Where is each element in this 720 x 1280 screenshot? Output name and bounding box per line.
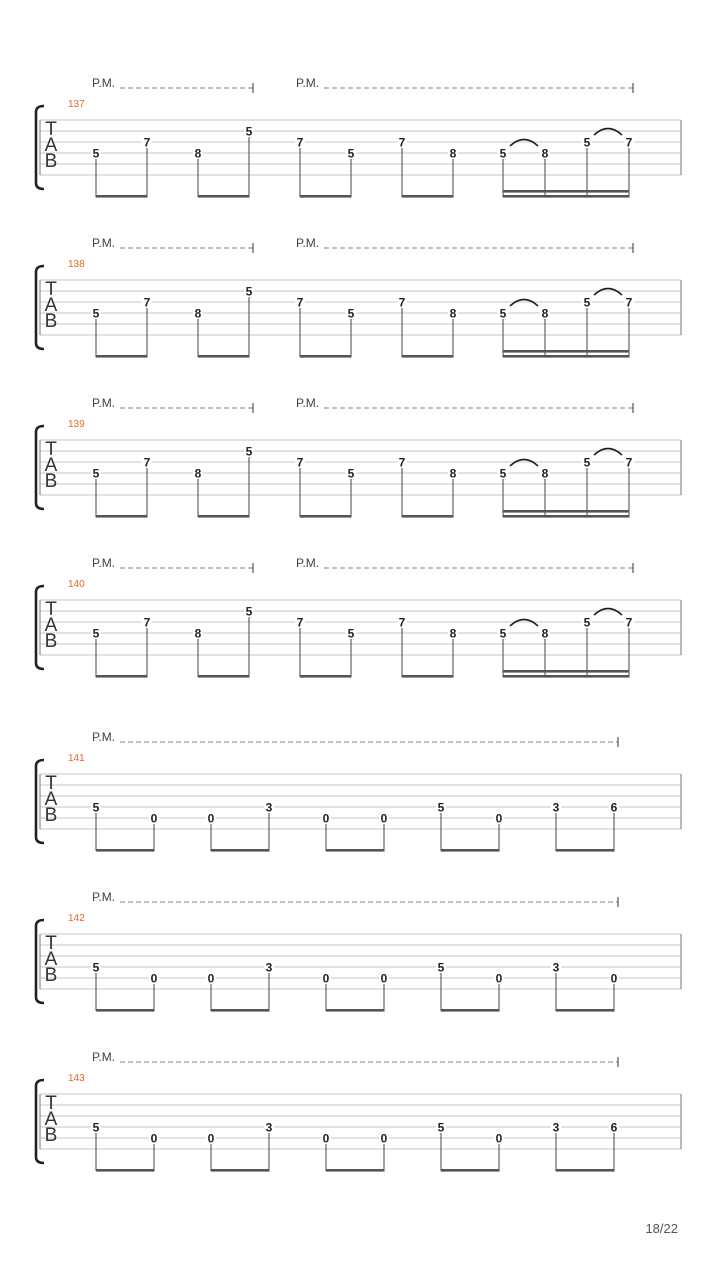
tab-system xyxy=(36,1050,681,1172)
tab-clef-letter: T xyxy=(45,599,57,620)
fret-number: 5 xyxy=(499,466,507,481)
beam xyxy=(96,1009,155,1012)
beam xyxy=(441,1009,500,1012)
tab-clef-letter: B xyxy=(44,631,58,652)
fret-number: 7 xyxy=(398,455,406,470)
fret-number: 7 xyxy=(143,295,151,310)
fret-number: 3 xyxy=(552,960,560,975)
fret-number: 0 xyxy=(380,971,388,986)
palm-mute-label: P.M. xyxy=(92,890,116,904)
fret-number: 7 xyxy=(296,615,304,630)
tab-clef-letter: T xyxy=(45,439,57,460)
beam xyxy=(402,675,454,678)
fret-number: 3 xyxy=(265,800,273,815)
palm-mute-label: P.M. xyxy=(92,76,116,90)
fret-number: 6 xyxy=(610,800,618,815)
beam xyxy=(503,190,630,193)
fret-number: 8 xyxy=(449,466,457,481)
fret-number: 5 xyxy=(347,466,355,481)
tab-clef-letter: A xyxy=(44,455,58,476)
fret-number: 7 xyxy=(625,455,633,470)
beam xyxy=(96,355,148,358)
fret-number: 5 xyxy=(583,295,591,310)
beam xyxy=(96,849,155,852)
fret-number: 7 xyxy=(398,615,406,630)
beam xyxy=(503,670,630,673)
fret-number: 3 xyxy=(552,1120,560,1135)
fret-number: 6 xyxy=(610,1120,618,1135)
tie-arc xyxy=(510,460,538,467)
fret-number: 7 xyxy=(398,135,406,150)
tie-arc xyxy=(510,140,538,147)
fret-number: 0 xyxy=(322,1131,330,1146)
beam xyxy=(326,849,385,852)
fret-number: 5 xyxy=(92,800,100,815)
measure-number: 140 xyxy=(68,579,85,590)
fret-number: 7 xyxy=(143,615,151,630)
fret-number: 5 xyxy=(92,960,100,975)
fret-number: 0 xyxy=(207,811,215,826)
beam xyxy=(211,849,270,852)
fret-number: 0 xyxy=(610,971,618,986)
fret-number: 5 xyxy=(347,146,355,161)
fret-number: 5 xyxy=(437,800,445,815)
beam xyxy=(211,1009,270,1012)
fret-number: 7 xyxy=(296,295,304,310)
fret-number: 0 xyxy=(322,811,330,826)
fret-number: 5 xyxy=(245,604,253,619)
beam xyxy=(96,675,148,678)
beam xyxy=(198,195,250,198)
palm-mute-label: P.M. xyxy=(92,1050,116,1064)
fret-number: 8 xyxy=(194,466,202,481)
tab-clef-letter: A xyxy=(44,615,58,636)
fret-number: 3 xyxy=(552,800,560,815)
tab-system xyxy=(36,730,681,852)
tab-clef-letter: A xyxy=(44,295,58,316)
tie-arc xyxy=(510,620,538,627)
beam xyxy=(198,515,250,518)
tab-clef-letter: B xyxy=(44,311,58,332)
tab-clef-letter: T xyxy=(45,1093,57,1114)
tab-clef-letter: A xyxy=(44,135,58,156)
fret-number: 7 xyxy=(625,295,633,310)
fret-number: 8 xyxy=(541,146,549,161)
fret-number: 5 xyxy=(92,306,100,321)
fret-number: 0 xyxy=(495,1131,503,1146)
fret-number: 5 xyxy=(92,626,100,641)
fret-number: 0 xyxy=(380,1131,388,1146)
fret-number: 3 xyxy=(265,960,273,975)
tab-clef-letter: B xyxy=(44,805,58,826)
palm-mute-label: P.M. xyxy=(296,556,320,570)
fret-number: 5 xyxy=(347,306,355,321)
measure-number: 143 xyxy=(68,1073,85,1084)
fret-number: 8 xyxy=(541,626,549,641)
beam xyxy=(402,355,454,358)
beam xyxy=(326,1009,385,1012)
tab-clef-letter: B xyxy=(44,471,58,492)
palm-mute-label: P.M. xyxy=(92,396,116,410)
beam xyxy=(556,1009,615,1012)
beam xyxy=(198,675,250,678)
fret-number: 0 xyxy=(495,811,503,826)
beam xyxy=(211,1169,270,1172)
beam xyxy=(441,1169,500,1172)
tab-clef-letter: B xyxy=(44,151,58,172)
fret-number: 7 xyxy=(143,135,151,150)
measure-number: 137 xyxy=(68,99,85,110)
beam xyxy=(503,195,630,198)
tab-clef-letter: T xyxy=(45,119,57,140)
tab-clef-letter: T xyxy=(45,279,57,300)
fret-number: 8 xyxy=(449,146,457,161)
beam xyxy=(326,1169,385,1172)
beam xyxy=(96,515,148,518)
palm-mute-label: P.M. xyxy=(92,556,116,570)
fret-number: 8 xyxy=(194,626,202,641)
fret-number: 5 xyxy=(437,960,445,975)
fret-number: 5 xyxy=(583,615,591,630)
measure-number: 141 xyxy=(68,753,85,764)
fret-number: 7 xyxy=(398,295,406,310)
tab-system xyxy=(36,236,681,358)
palm-mute-label: P.M. xyxy=(92,730,116,744)
tab-system xyxy=(36,396,681,518)
fret-number: 5 xyxy=(245,124,253,139)
tab-system xyxy=(36,890,681,1012)
beam xyxy=(300,355,352,358)
fret-number: 5 xyxy=(499,146,507,161)
tab-system xyxy=(36,556,681,678)
fret-number: 0 xyxy=(322,971,330,986)
fret-number: 5 xyxy=(499,626,507,641)
tab-clef-letter: B xyxy=(44,1125,58,1146)
fret-number: 8 xyxy=(194,146,202,161)
measure-number: 142 xyxy=(68,913,85,924)
fret-number: 7 xyxy=(143,455,151,470)
beam xyxy=(503,350,630,353)
tab-clef-letter: T xyxy=(45,773,57,794)
beam xyxy=(300,195,352,198)
palm-mute-label: P.M. xyxy=(296,396,320,410)
fret-number: 5 xyxy=(583,455,591,470)
palm-mute-label: P.M. xyxy=(296,76,320,90)
fret-number: 8 xyxy=(449,626,457,641)
tab-clef-letter: A xyxy=(44,1109,58,1130)
fret-number: 8 xyxy=(541,306,549,321)
fret-number: 5 xyxy=(347,626,355,641)
beam xyxy=(503,515,630,518)
fret-number: 7 xyxy=(296,135,304,150)
fret-number: 8 xyxy=(194,306,202,321)
beam xyxy=(198,355,250,358)
fret-number: 0 xyxy=(150,1131,158,1146)
measure-number: 139 xyxy=(68,419,85,430)
beam xyxy=(300,515,352,518)
fret-number: 5 xyxy=(92,1120,100,1135)
palm-mute-label: P.M. xyxy=(92,236,116,250)
beam xyxy=(503,355,630,358)
beam xyxy=(503,675,630,678)
fret-number: 5 xyxy=(92,146,100,161)
fret-number: 7 xyxy=(625,615,633,630)
fret-number: 0 xyxy=(207,971,215,986)
beam xyxy=(402,195,454,198)
fret-number: 5 xyxy=(499,306,507,321)
tab-clef-letter: A xyxy=(44,789,58,810)
tie-arc xyxy=(594,449,622,456)
fret-number: 5 xyxy=(245,444,253,459)
tie-arc xyxy=(510,300,538,307)
beam xyxy=(96,1169,155,1172)
fret-number: 3 xyxy=(265,1120,273,1135)
tab-clef-letter: B xyxy=(44,965,58,986)
palm-mute-label: P.M. xyxy=(296,236,320,250)
fret-number: 0 xyxy=(207,1131,215,1146)
beam xyxy=(556,1169,615,1172)
fret-number: 5 xyxy=(437,1120,445,1135)
tab-clef-letter: T xyxy=(45,933,57,954)
fret-number: 5 xyxy=(583,135,591,150)
fret-number: 0 xyxy=(150,971,158,986)
fret-number: 0 xyxy=(380,811,388,826)
beam xyxy=(300,675,352,678)
fret-number: 0 xyxy=(150,811,158,826)
tie-arc xyxy=(594,129,622,136)
tab-system xyxy=(36,76,681,198)
beam xyxy=(402,515,454,518)
page-number: 18/22 xyxy=(645,1221,678,1236)
beam xyxy=(441,849,500,852)
fret-number: 8 xyxy=(541,466,549,481)
measure-number: 138 xyxy=(68,259,85,270)
fret-number: 7 xyxy=(296,455,304,470)
fret-number: 8 xyxy=(449,306,457,321)
tie-arc xyxy=(594,289,622,296)
fret-number: 0 xyxy=(495,971,503,986)
fret-number: 5 xyxy=(245,284,253,299)
tab-clef-letter: A xyxy=(44,949,58,970)
tie-arc xyxy=(594,609,622,616)
fret-number: 5 xyxy=(92,466,100,481)
fret-number: 7 xyxy=(625,135,633,150)
beam xyxy=(96,195,148,198)
beam xyxy=(556,849,615,852)
beam xyxy=(503,510,630,513)
